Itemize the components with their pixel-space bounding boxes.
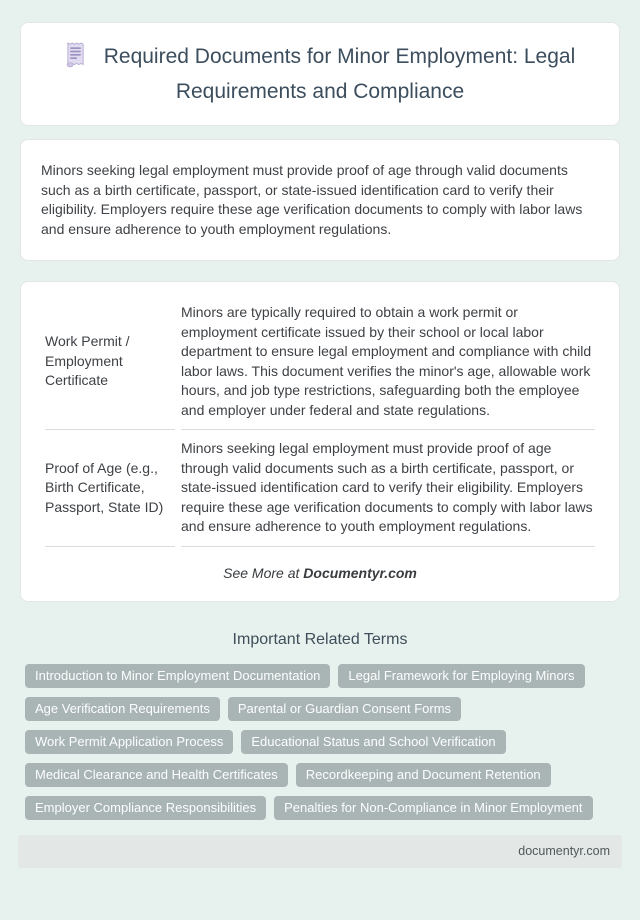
page-title: Required Documents for Minor Employment: Legal Requirements and Compliance (103, 45, 576, 103)
related-term-tag[interactable]: Parental or Guardian Consent Forms (228, 697, 461, 721)
related-terms-tags (20, 664, 620, 820)
table-row (45, 294, 595, 430)
title-card (20, 22, 620, 126)
footer-site-label: documentyr.com (518, 844, 610, 858)
related-term-tag[interactable]: Legal Framework for Employing Minors (338, 664, 584, 688)
documents-card (20, 281, 620, 602)
see-more-prefix: See More at (223, 564, 304, 581)
related-term-tag[interactable]: Work Permit Application Process (25, 730, 233, 754)
related-terms-heading: Important Related Terms (232, 630, 408, 648)
see-more-brand-link[interactable]: Documentyr.com (303, 564, 417, 581)
see-more-line (39, 547, 601, 591)
receipt-icon (65, 41, 86, 77)
intro-card (20, 139, 620, 261)
document-term: Proof of Age (e.g., Birth Certificate, Passport, State ID) (45, 430, 175, 547)
page-container (0, 22, 640, 820)
related-term-tag[interactable]: Employer Compliance Responsibilities (25, 796, 266, 820)
document-term: Work Permit / Employment Certificate (45, 294, 175, 430)
related-term-tag[interactable]: Introduction to Minor Employment Documentation (25, 664, 330, 688)
related-term-tag[interactable]: Recordkeeping and Document Retention (296, 763, 551, 787)
intro-paragraph: Minors seeking legal employment must provide proof of age through valid documents such as a birth certificate, passport, or state-issued identification card to verify their eligibility. Employers require these age verification documents to comply with labor laws and ensure adherence to youth employment regulations. (41, 162, 583, 237)
footer-bar (18, 835, 622, 868)
table-row (45, 430, 595, 547)
documents-table (39, 294, 601, 547)
related-term-tag[interactable]: Penalties for Non-Compliance in Minor Employment (274, 796, 592, 820)
related-term-tag[interactable]: Age Verification Requirements (25, 697, 220, 721)
page-title-block (45, 41, 595, 107)
related-term-tag[interactable]: Educational Status and School Verification (241, 730, 505, 754)
related-term-tag[interactable]: Medical Clearance and Health Certificates (25, 763, 288, 787)
document-description: Minors are typically required to obtain a work permit or employment certificate issued by their school or local labor department to ensure legal employment and compliance with child labor laws. This document verifies the minor's age, allowable work hours, and job type restrictions, safeguarding both the employee and employer under federal and state regulations. (181, 294, 595, 430)
document-description: Minors seeking legal employment must provide proof of age through valid documents such as a birth certificate, passport, or state-issued identification card to verify their eligibility. Employers require these age verification documents to comply with labor laws and ensure adherence to youth employment regulations. (181, 430, 595, 547)
